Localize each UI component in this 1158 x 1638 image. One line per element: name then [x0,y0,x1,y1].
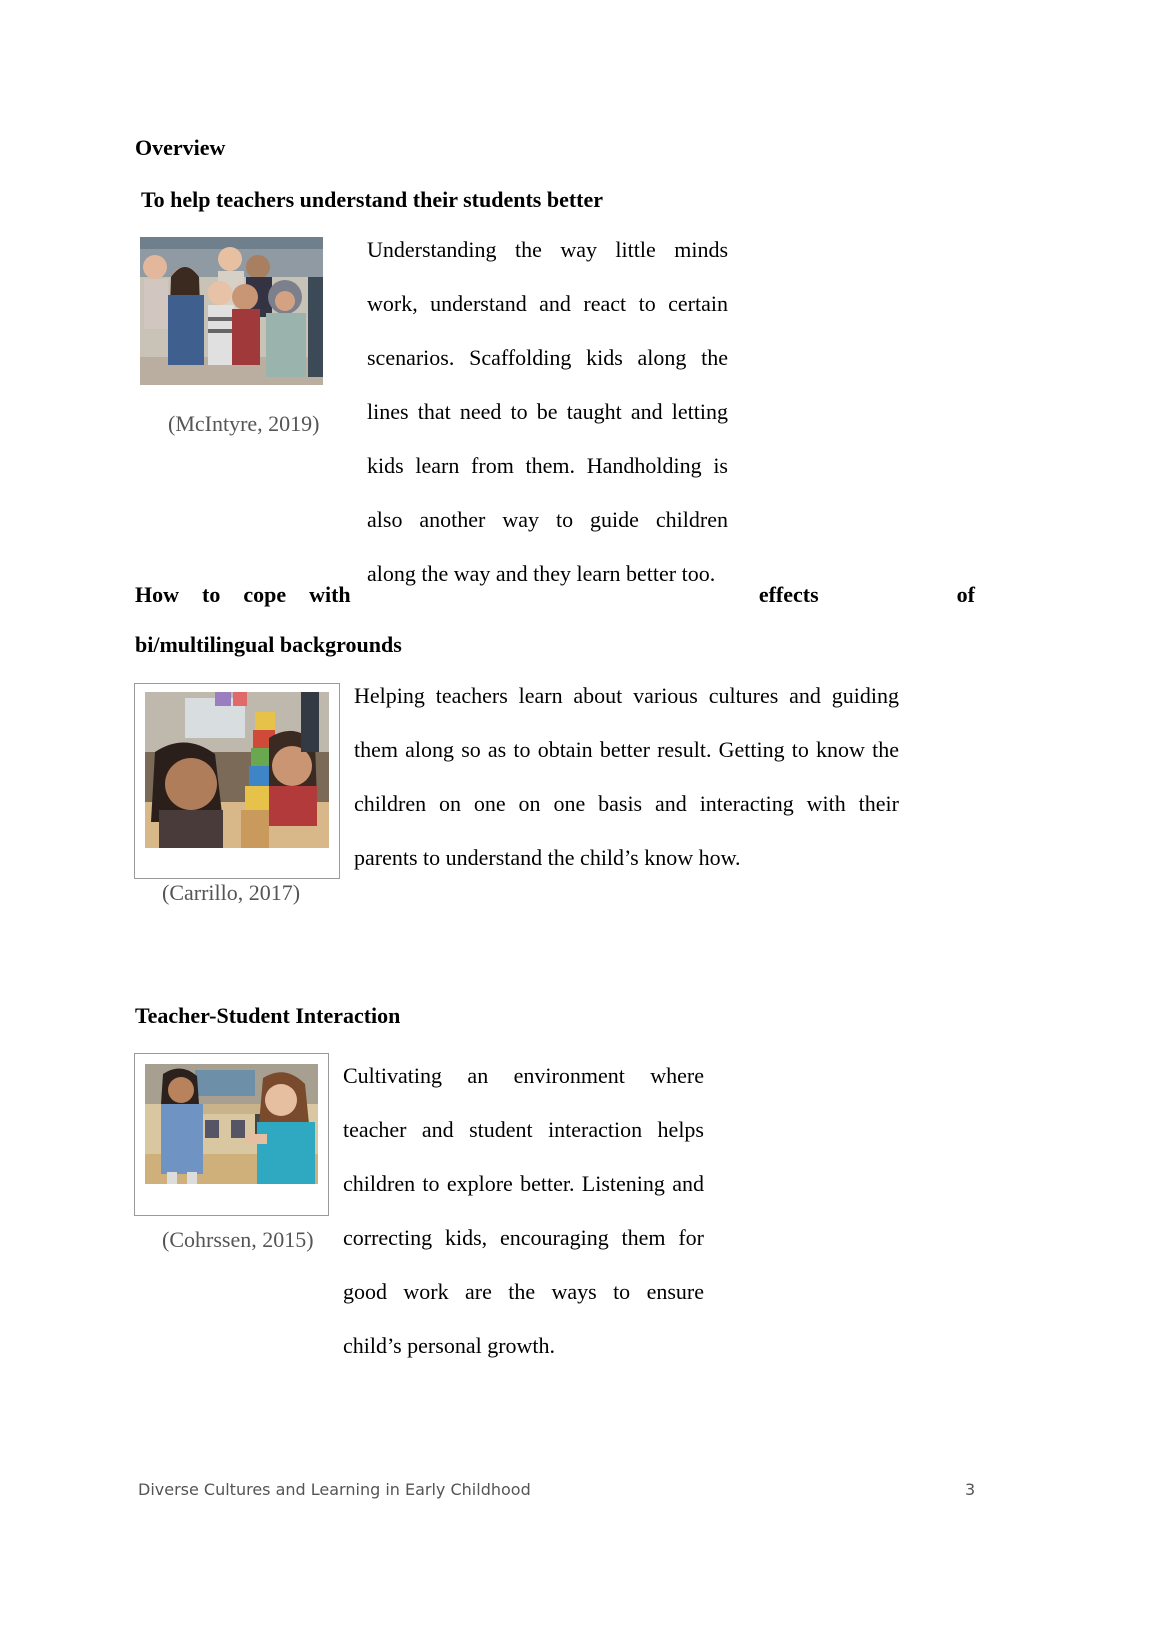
page-number: 3 [965,1480,976,1499]
overview-line: lines that need to be taught and letting [367,399,728,424]
section-heading-multilingual-line2: bi/multilingual backgrounds [135,632,402,657]
subheading-help-teachers: To help teachers understand their students better [141,187,604,212]
section-heading-multilingual [135,582,975,608]
caption-cohrssen: (Cohrssen, 2015) [162,1227,314,1252]
multilingual-line: them along so as to obtain better result. Getting to know the [354,737,899,762]
multilingual-line: Helping teachers learn about various cultures and guiding [354,683,899,708]
interaction-paragraph [343,1049,704,1373]
multilingual-paragraph [354,669,899,885]
heading-word: to [202,582,221,607]
multilingual-line: parents to understand the child’s know how. [354,845,741,870]
section-heading-overview: Overview [135,135,226,160]
interaction-line: child’s personal growth. [343,1333,556,1358]
interaction-line: Cultivating an environment where [343,1063,704,1088]
caption-mcintyre: (McIntyre, 2019) [168,411,320,436]
caption-carrillo: (Carrillo, 2017) [162,880,301,905]
children-blocks-photo [145,692,329,848]
heading-word: cope [243,582,287,607]
image-frame-cohrssen [134,1053,329,1216]
footer-title: Diverse Cultures and Learning in Early Childhood [138,1480,531,1499]
interaction-line: children to explore better. Listening and [343,1171,704,1196]
multilingual-line: children on one on one basis and interacting with their [354,791,899,816]
interaction-line: good work are the ways to ensure [343,1279,704,1304]
image-frame-carrillo [134,683,340,879]
overview-line: along the way and they learn better too. [367,561,716,586]
children-group-photo [140,237,323,385]
heading-word: effects [758,582,819,607]
interaction-line: teacher and student interaction helps [343,1117,704,1142]
heading-word: with [309,582,351,607]
overview-line: kids learn from them. Handholding is [367,453,728,478]
heading-word: of [956,582,975,607]
section-heading-interaction: Teacher-Student Interaction [135,1003,401,1028]
overview-line: also another way to guide children [367,507,728,532]
overview-line: scenarios. Scaffolding kids along the [367,345,728,370]
heading-word: How [135,582,179,607]
overview-line: Understanding the way little minds [367,237,728,262]
interaction-line: correcting kids, encouraging them for [343,1225,704,1250]
teacher-student-photo [145,1064,318,1184]
overview-line: work, understand and react to certain [367,291,728,316]
overview-paragraph [367,223,728,601]
